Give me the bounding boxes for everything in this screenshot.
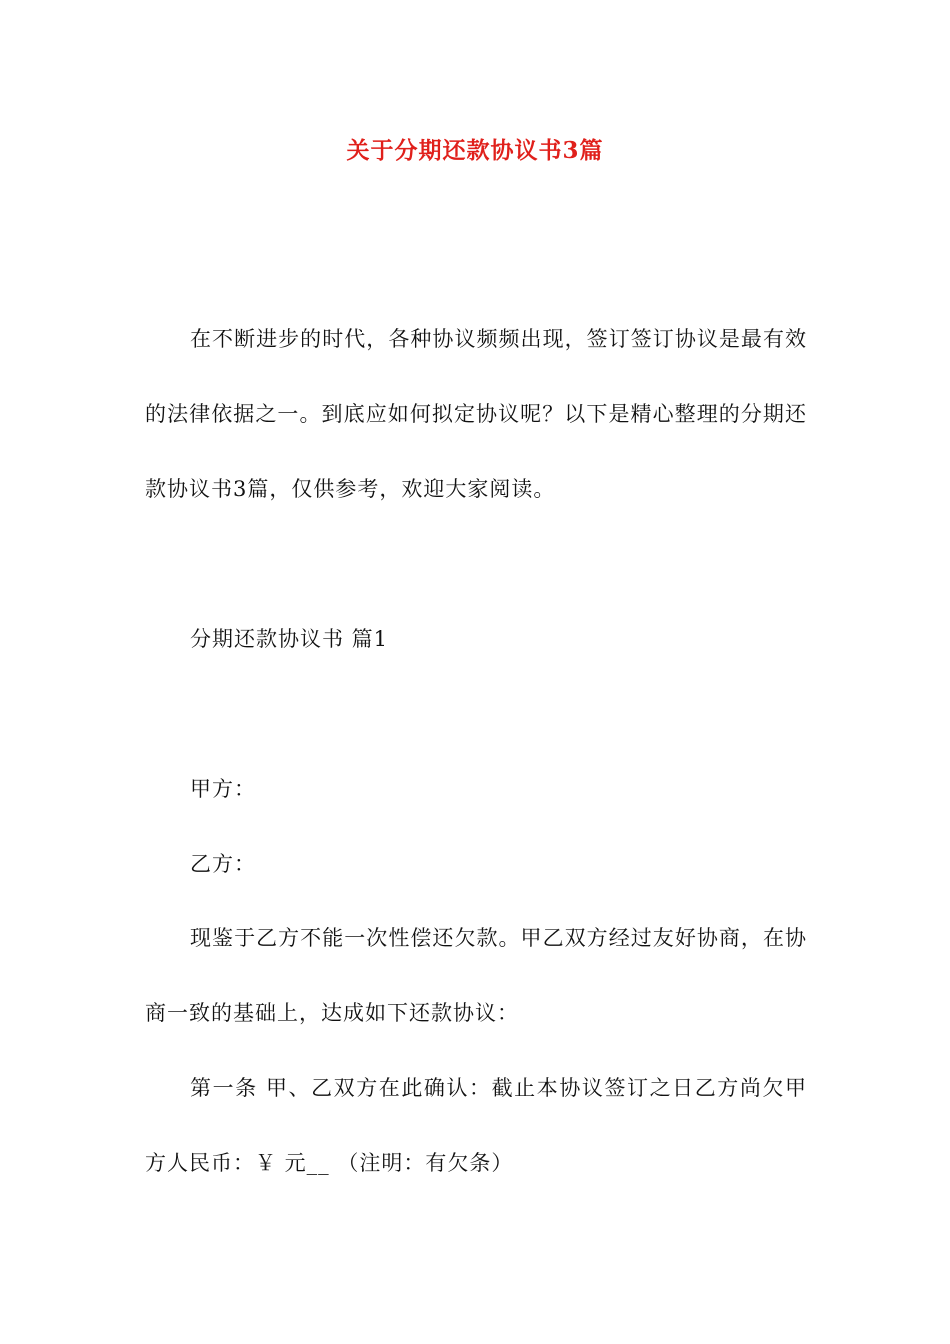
party-b-label: 乙方： [190, 852, 256, 876]
party-a-label: 甲方： [190, 777, 256, 801]
preamble-paragraph: 现鉴于乙方不能一次性偿还欠款。甲乙双方经过友好协商，在协商一致的基础上，达成如下还款协议： [145, 926, 807, 1025]
intro-paragraph: 在不断进步的时代，各种协议频频出现，签订签订协议是最有效的法律依据之一。到底应如何拟定协议呢？以下是精心整理的分期还款协议书3篇，仅供参考，欢迎大家阅读。 [145, 327, 807, 501]
document-title: 关于分期还款协议书3篇 [346, 137, 604, 164]
article-1-paragraph: 第一条 甲、乙双方在此确认：截止本协议签订之日乙方尚欠甲方人民币：￥ 元__ （注明：有欠条） [145, 1076, 807, 1175]
section-heading: 分期还款协议书 篇1 [190, 627, 389, 651]
